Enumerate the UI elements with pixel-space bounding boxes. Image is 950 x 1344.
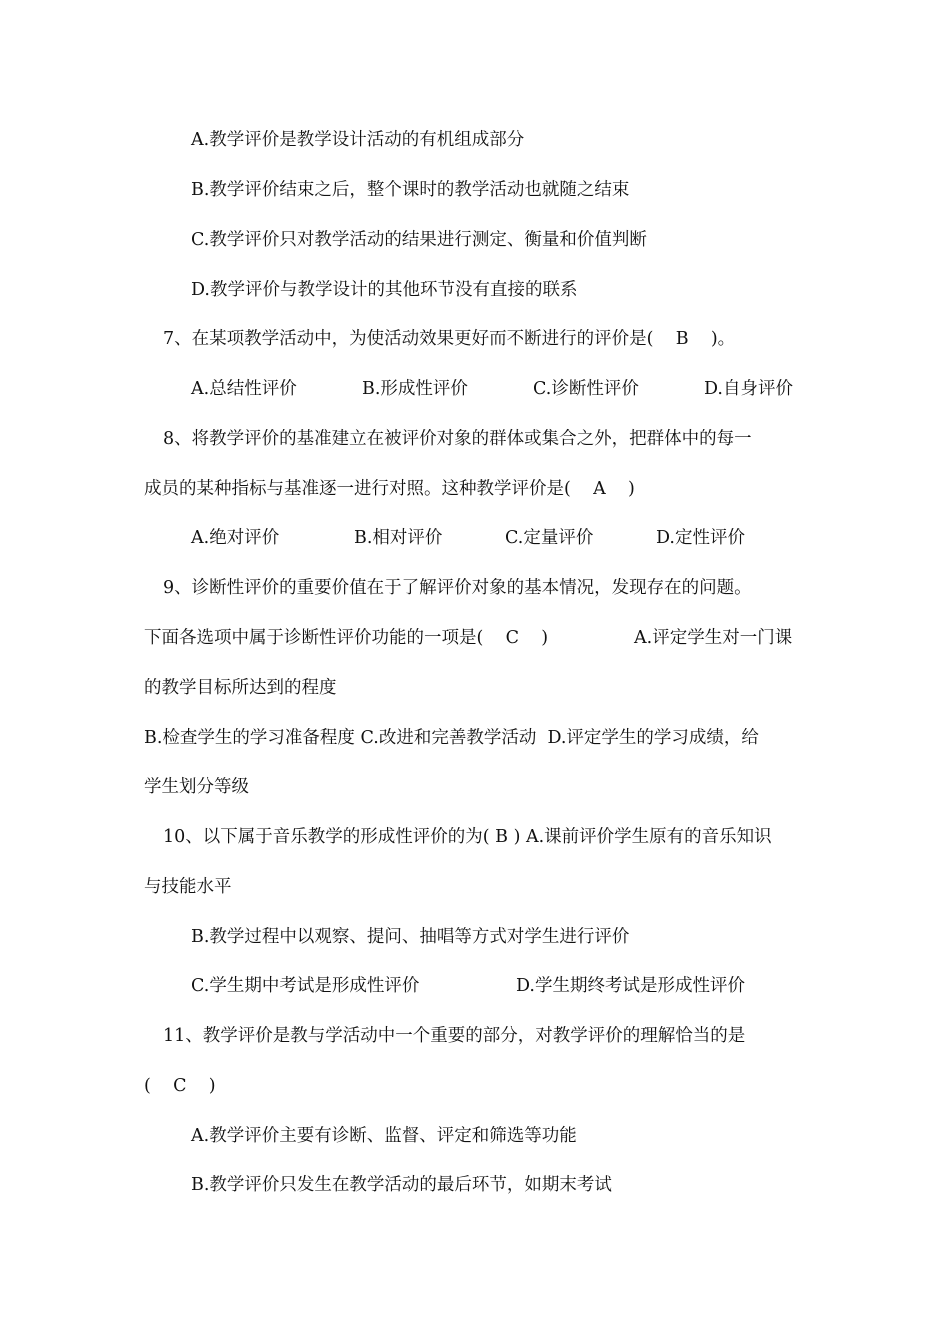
- q10-line1: 10、以下属于音乐教学的形成性评价的为( B ) A.课前评价学生原有的音乐知识: [163, 827, 772, 847]
- q8-option-b: B.相对评价: [354, 528, 443, 548]
- q11-option-a: A.教学评价主要有诊断、监督、评定和筛选等功能: [191, 1126, 577, 1146]
- q7-option-c: C.诊断性评价: [533, 379, 639, 399]
- q10-option-b: B.教学过程中以观察、提问、抽唱等方式对学生进行评价: [191, 927, 630, 947]
- q6-option-a: A.教学评价是教学设计活动的有机组成部分: [191, 130, 525, 150]
- q6-option-b: B.教学评价结束之后，整个课时的教学活动也就随之结束: [191, 180, 630, 200]
- q9-line4: B.检查学生的学习准备程度 C.改进和完善教学活动 D.评定学生的学习成绩，给: [144, 728, 759, 748]
- q11-line1: 11、教学评价是教与学活动中一个重要的部分，对教学评价的理解恰当的是: [163, 1026, 746, 1046]
- q8-option-c: C.定量评价: [505, 528, 594, 548]
- q8-option-d: D.定性评价: [656, 528, 745, 548]
- q6-option-d: D.教学评价与教学设计的其他环节没有直接的联系: [191, 280, 578, 300]
- q7-option-d: D.自身评价: [704, 379, 793, 399]
- q9-option-a: A.评定学生对一门课: [634, 628, 793, 648]
- q8-stem-line1: 8、将教学评价的基准建立在被评价对象的群体或集合之外，把群体中的每一: [163, 429, 752, 449]
- q9-line3: 的教学目标所达到的程度: [144, 678, 337, 698]
- q9-line5: 学生划分等级: [144, 777, 249, 797]
- q7-stem: 7、在某项教学活动中，为使活动效果更好而不断进行的评价是( B )。: [163, 329, 736, 349]
- q9-line2-stem: 下面各选项中属于诊断性评价功能的一项是( C ): [144, 628, 549, 648]
- q8-option-a: A.绝对评价: [191, 528, 280, 548]
- q11-option-b: B.教学评价只发生在教学活动的最后环节，如期末考试: [191, 1175, 612, 1195]
- q7-option-a: A.总结性评价: [191, 379, 297, 399]
- q10-line2: 与技能水平: [144, 877, 232, 897]
- q9-line1: 9、诊断性评价的重要价值在于了解评价对象的基本情况，发现存在的问题。: [163, 578, 752, 598]
- q8-stem-line2: 成员的某种指标与基准逐一进行对照。这种教学评价是( A ): [144, 479, 635, 499]
- q11-line2: ( C ): [144, 1076, 216, 1096]
- q10-option-d: D.学生期终考试是形成性评价: [516, 976, 745, 996]
- q7-option-b: B.形成性评价: [362, 379, 468, 399]
- q6-option-c: C.教学评价只对教学活动的结果进行测定、衡量和价值判断: [191, 230, 647, 250]
- q10-option-c: C.学生期中考试是形成性评价: [191, 976, 420, 996]
